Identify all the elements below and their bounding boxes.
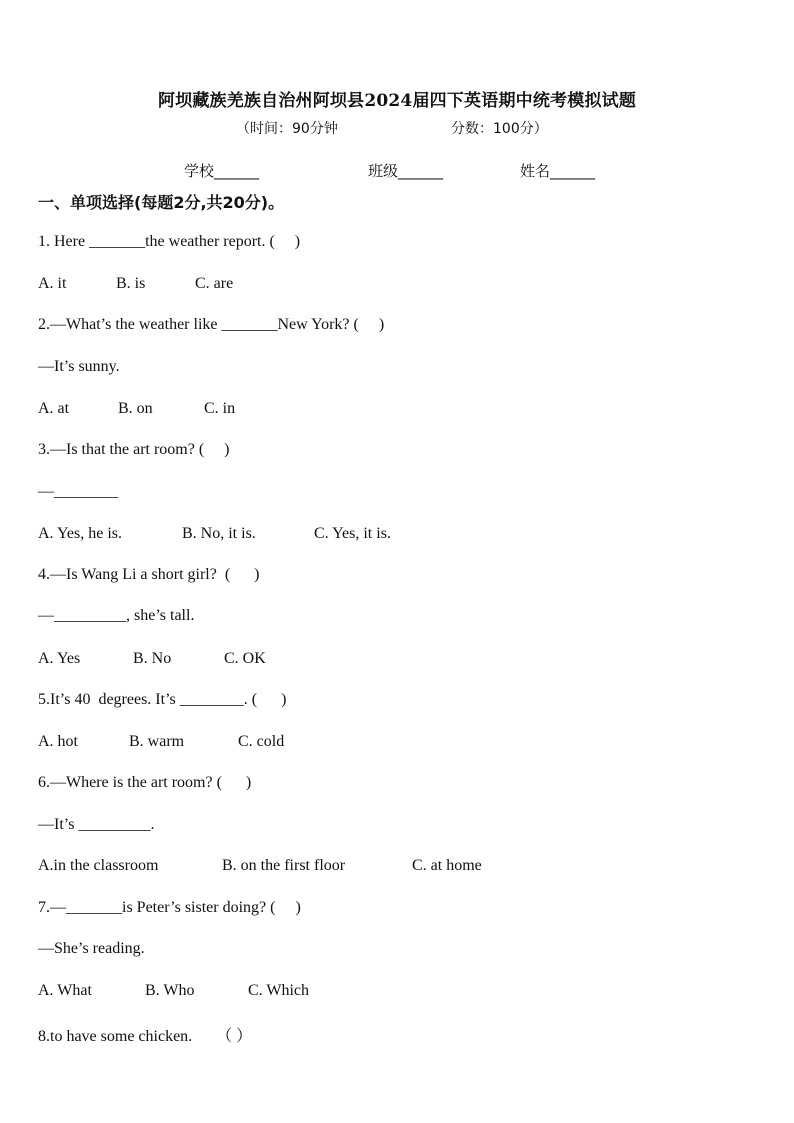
exam-title: 阿坝藏族羌族自治州阿坝县2024届四下英语期中统考模拟试题: [157, 91, 637, 111]
question-7-option-b: B. Who: [145, 982, 195, 999]
question-3-option-b: B. No, it is.: [182, 525, 256, 542]
question-6-option-a: A.in the classroom: [38, 857, 159, 874]
question-5-option-c: C. cold: [238, 733, 285, 750]
question-2-option-a: A. at: [38, 400, 70, 417]
question-2-option-b: B. on: [118, 400, 153, 417]
question-3-option-c: C. Yes, it is.: [314, 525, 391, 542]
question-1-option-c: C. are: [195, 275, 234, 292]
question-2-stem: 2.—What’s the weather like _______New York? ( ): [38, 316, 385, 333]
question-6-stem: 6.—Where is the art room? ( ): [38, 774, 252, 791]
question-4-option-a: A. Yes: [38, 650, 81, 667]
question-6-reply: —It’s _________.: [38, 816, 155, 833]
question-1-option-b: B. is: [116, 275, 146, 292]
exam-score: 分数：100分）: [451, 121, 548, 137]
question-7-option-a: A. What: [38, 982, 92, 999]
question-1-stem: 1. Here _______the weather report. ( ): [38, 233, 301, 250]
question-5-stem: 5.It’s 40 degrees. It’s ________. ( ): [38, 691, 287, 708]
exam-time: （时间：90分钟: [236, 121, 338, 137]
question-1-option-a: A. it: [38, 275, 67, 292]
question-7-reply: —She’s reading.: [38, 940, 145, 957]
question-2-reply: —It’s sunny.: [38, 358, 120, 375]
question-3-stem: 3.—Is that the art room? ( ): [38, 441, 230, 458]
question-4-option-b: B. No: [133, 650, 172, 667]
question-3-option-a: A. Yes, he is.: [38, 525, 123, 542]
question-7-stem: 7.—_______is Peter’s sister doing? ( ): [38, 899, 301, 916]
question-4-option-c: C. OK: [224, 650, 266, 667]
section-heading: 一、单项选择(每题2分,共20分)。: [38, 193, 285, 212]
class-field: 班级______: [368, 162, 444, 180]
question-4-stem: 4.—Is Wang Li a short girl? ( ): [38, 566, 260, 583]
name-field: 姓名______: [520, 162, 596, 180]
question-2-option-c: C. in: [204, 400, 236, 417]
question-6-option-c: C. at home: [412, 857, 482, 874]
question-3-reply: —________: [38, 483, 118, 500]
question-4-reply: —_________, she’s tall.: [38, 607, 195, 624]
question-8-stem: 8.to have some chicken. （ ）: [38, 1028, 253, 1045]
question-7-option-c: C. Which: [248, 982, 310, 999]
question-5-option-b: B. warm: [129, 733, 185, 750]
question-5-option-a: A. hot: [38, 733, 78, 750]
school-field: 学校______: [184, 162, 260, 180]
question-6-option-b: B. on the first floor: [222, 857, 346, 874]
